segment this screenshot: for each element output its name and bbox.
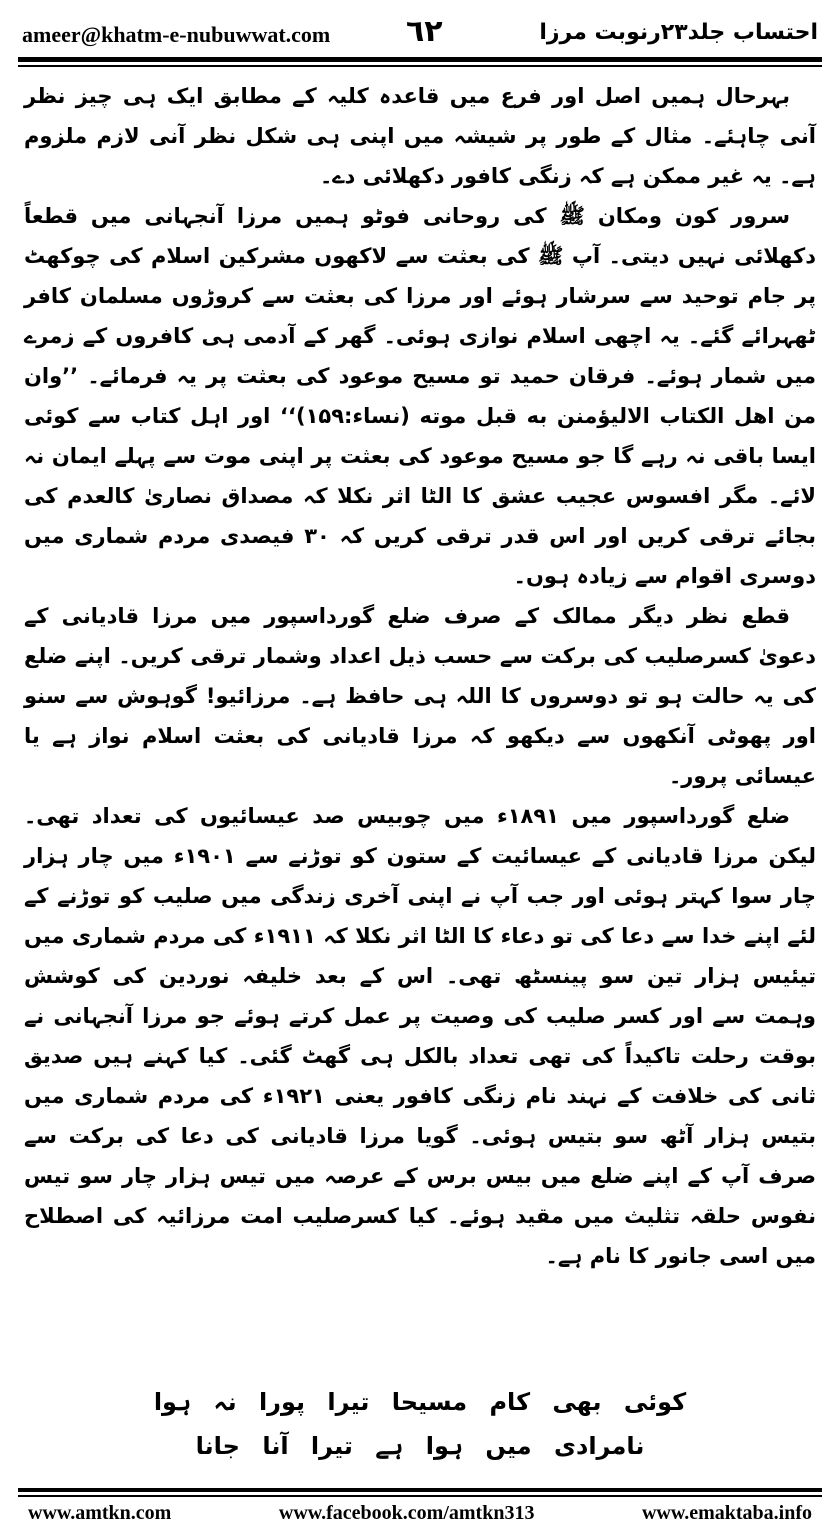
header-email: ameer@khatm-e-nubuwwat.com <box>22 22 331 47</box>
paragraph-3: قطع نظر دیگر ممالک کے صرف ضلع گورداسپور میں مرزا قادیانی کے دعویٰ کسرصلیب کی برکت سے حسب ذیل اعداد وشمار ترقی کریں۔ اپنے ضلع کی یہ حالت ہو تو دوسروں کا اللہ ہی حافظ ہے۔ مرزائیو! گوہوش سے سنو اور پھوٹی آنکھوں سے دیکھو کہ مرزا قادیانی کی بعثت اسلام نواز ہے یا عیسائی پرور۔ <box>24 604 816 788</box>
page-footer <box>18 1502 822 1534</box>
page-header <box>18 14 822 54</box>
poem-couplet <box>0 1380 840 1468</box>
footer-link-amtkn[interactable]: www.amtkn.com <box>28 1502 172 1524</box>
header-divider-thin <box>18 65 822 67</box>
header-title: احتساب جلد۲۳رنوبت مرزا <box>539 20 818 45</box>
poem-line-2: نامرادی میں ہوا ہے تیرا آنا جانا <box>195 1432 645 1460</box>
paragraph-1: بہرحال ہمیں اصل اور فرع میں قاعدہ کلیہ کے مطابق ایک ہی چیز نظر آنی چاہئے۔ مثال کے طور پر شیشہ میں اپنی ہی شکل نظر آنی لازم ملزوم ہے۔ یہ غیر ممکن ہے کہ زنگی کافور دکھلائی دے۔ <box>24 84 816 188</box>
footer-divider-thick <box>18 1488 822 1492</box>
footer-link-facebook[interactable]: www.facebook.com/amtkn313 <box>278 1502 535 1524</box>
poem-line-1: کوئی بھی کام مسیحا تیرا پورا نہ ہوا <box>153 1388 687 1416</box>
body-text <box>24 76 816 1276</box>
page-number: ٦٢ <box>406 14 443 49</box>
paragraph-4: ضلع گورداسپور میں ۱۸۹۱ء میں چوبیس صد عیسائیوں کی تعداد تھی۔ لیکن مرزا قادیانی کے عیسائیت کے ستون کو توڑنے سے ۱۹۰۱ء میں چار ہزار چار سوا کہتر ہوئی اور جب آپ نے اپنی آخری زندگی میں صلیب کو توڑنے کے لئے اپنے خدا سے دعا کی تو دعاء کا الٹا اثر نکلا کہ ۱۹۱۱ء کی مردم شماری میں تیئیس ہزار تین سو پینسٹھ تھی۔ اس کے بعد خلیفہ نوردین کی کوشش وہمت سے اور کسر صلیب کی وصیت پر عمل کرتے ہوئے جو مرزا آنجہانی نے بوقت رحلت تاکیداً کی تھی تعداد بالکل ہی گھٹ گئی۔ کیا کہنے ہیں صدیق ثانی کی خلافت کے نہند نام زنگی کافور یعنی ۱۹۲۱ء کی مردم شماری میں بتیس ہزار آٹھ سو بتیس ہوئی۔ گویا مرزا قادیانی کی دعا کی برکت سے صرف آپ کے اپنے ضلع میں بیس برس کے عرصہ میں تیس ہزار چار سو تیس نفوس حلقہ تثلیث میں مقید ہوئے۔ کیا کسرصلیب امت مرزائیہ کی اصطلاح میں اسی جانور کا نام ہے۔ <box>24 804 817 1268</box>
footer-divider-thin <box>18 1495 822 1497</box>
footer-link-emaktaba[interactable]: www.emaktaba.info <box>641 1502 812 1524</box>
header-divider-thick <box>18 57 822 62</box>
paragraph-2: سرور کون ومکان ﷺ کی روحانی فوٹو ہمیں مرزا آنجہانی میں قطعاً دکھلائی نہیں دیتی۔ آپ ﷺ کی بعثت سے لاکھوں مشرکین اسلام کی چوکھٹ پر جام توحید سے سرشار ہوئے اور مرزا کی بعثت سے کروڑوں مسلمان کافر ٹھہرائے گئے۔ یہ اچھی اسلام نوازی ہوئی۔ گھر کے آدمی ہی کافروں کے زمرے میں شمار ہوئے۔ فرقان حمید تو مسیح موعود کی بعثت پر یہ فرمائے۔ ’’وان من اهل الکتاب الالیؤمنن به قبل موته (نساء:۱۵۹)‘‘ اور اہل کتاب سے کوئی ایسا باقی نہ رہے گا جو مسیح موعود کی بعثت پر اپنی موت سے پہلے ایمان نہ لائے۔ مگر افسوس عجیب عشق کا الٹا اثر نکلا کہ مصداق نصاریٰ کالعدم کی بجائے ترقی کریں اور اس قدر ترقی کریں کہ ۳۰ فیصدی مردم شماری میں دوسری اقوام سے زیادہ ہوں۔ <box>24 204 816 588</box>
